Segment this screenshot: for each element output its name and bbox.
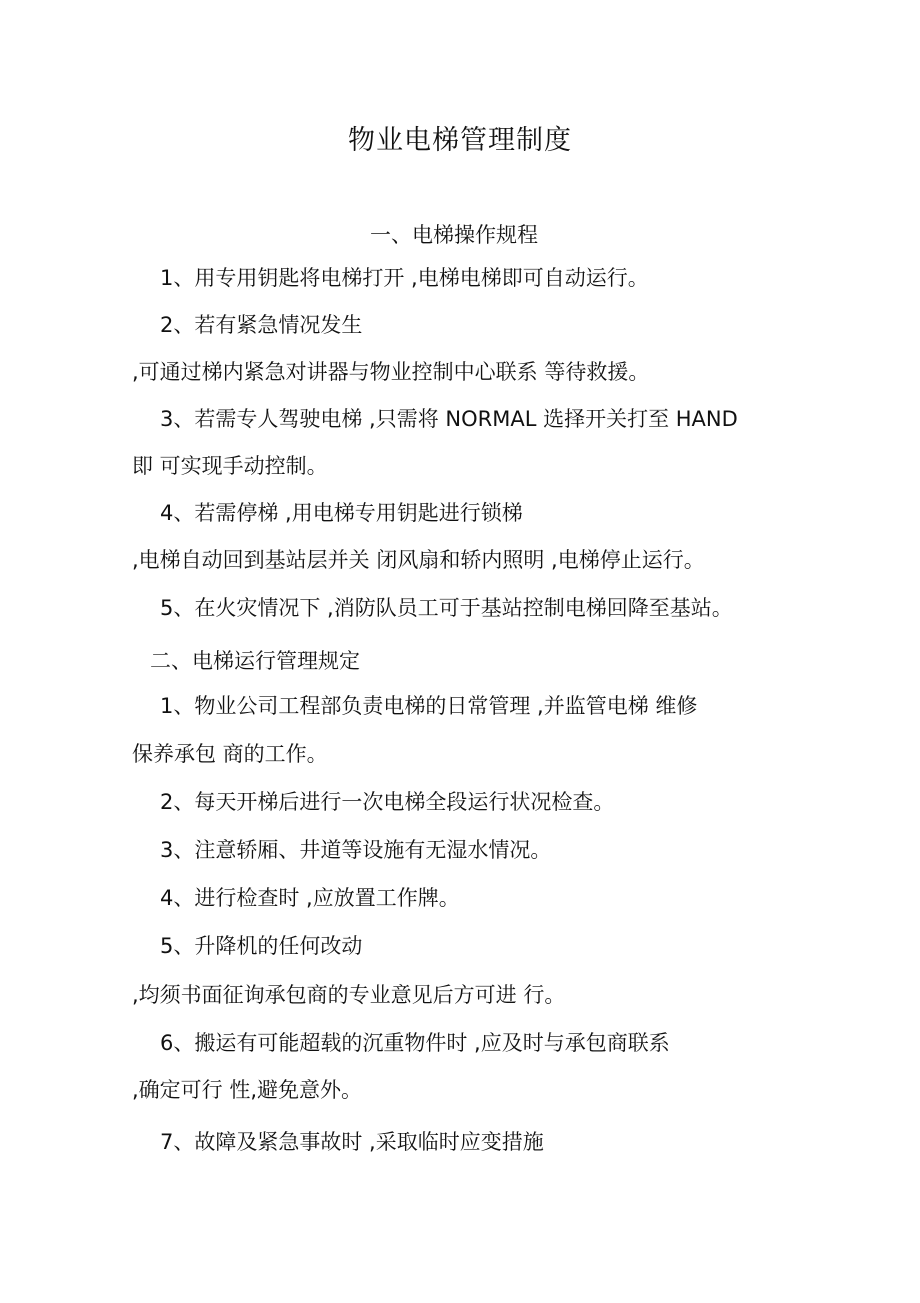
paragraph-line: 1、用专用钥匙将电梯打开 ,电梯电梯即可自动运行。 [160, 266, 649, 290]
section-heading-management: 二、电梯运行管理规定 [150, 649, 360, 673]
paragraph-line: 6、搬运有可能超载的沉重物件时 ,应及时与承包商联系 [160, 1031, 670, 1055]
paragraph-line: 2、若有紧急情况发生 [160, 313, 363, 337]
paragraph-line: 4、进行检查时 ,应放置工作牌。 [160, 886, 460, 910]
paragraph-line: 保养承包 商的工作。 [132, 742, 328, 766]
paragraph-line: 即 可实现手动控制。 [132, 454, 328, 478]
paragraph-line: 4、若需停梯 ,用电梯专用钥匙进行锁梯 [160, 501, 523, 525]
section-heading-operation: 一、电梯操作规程 [370, 223, 538, 247]
paragraph-line: 5、在火灾情况下 ,消防队员工可于基站控制电梯回降至基站。 [160, 596, 733, 620]
paragraph-line: 3、若需专人驾驶电梯 ,只需将 NORMAL 选择开关打至 HAND [160, 407, 738, 431]
paragraph-line: ,可通过梯内紧急对讲器与物业控制中心联系 等待救援。 [132, 360, 650, 384]
paragraph-line: ,均须书面征询承包商的专业意见后方可进 行。 [132, 983, 566, 1007]
paragraph-line: 3、注意轿厢、井道等设施有无湿水情况。 [160, 838, 552, 862]
paragraph-line: ,确定可行 性,避免意外。 [132, 1078, 363, 1102]
paragraph-line: 5、升降机的任何改动 [160, 934, 363, 958]
document-title: 物业电梯管理制度 [348, 125, 572, 156]
paragraph-line: 1、物业公司工程部负责电梯的日常管理 ,并监管电梯 维修 [160, 694, 698, 718]
paragraph-line: 2、每天开梯后进行一次电梯全段运行状况检查。 [160, 790, 615, 814]
paragraph-line: ,电梯自动回到基站层并关 闭风扇和轿内照明 ,电梯停止运行。 [132, 548, 705, 572]
paragraph-line: 7、故障及紧急事故时 ,采取临时应变措施 [160, 1130, 544, 1154]
